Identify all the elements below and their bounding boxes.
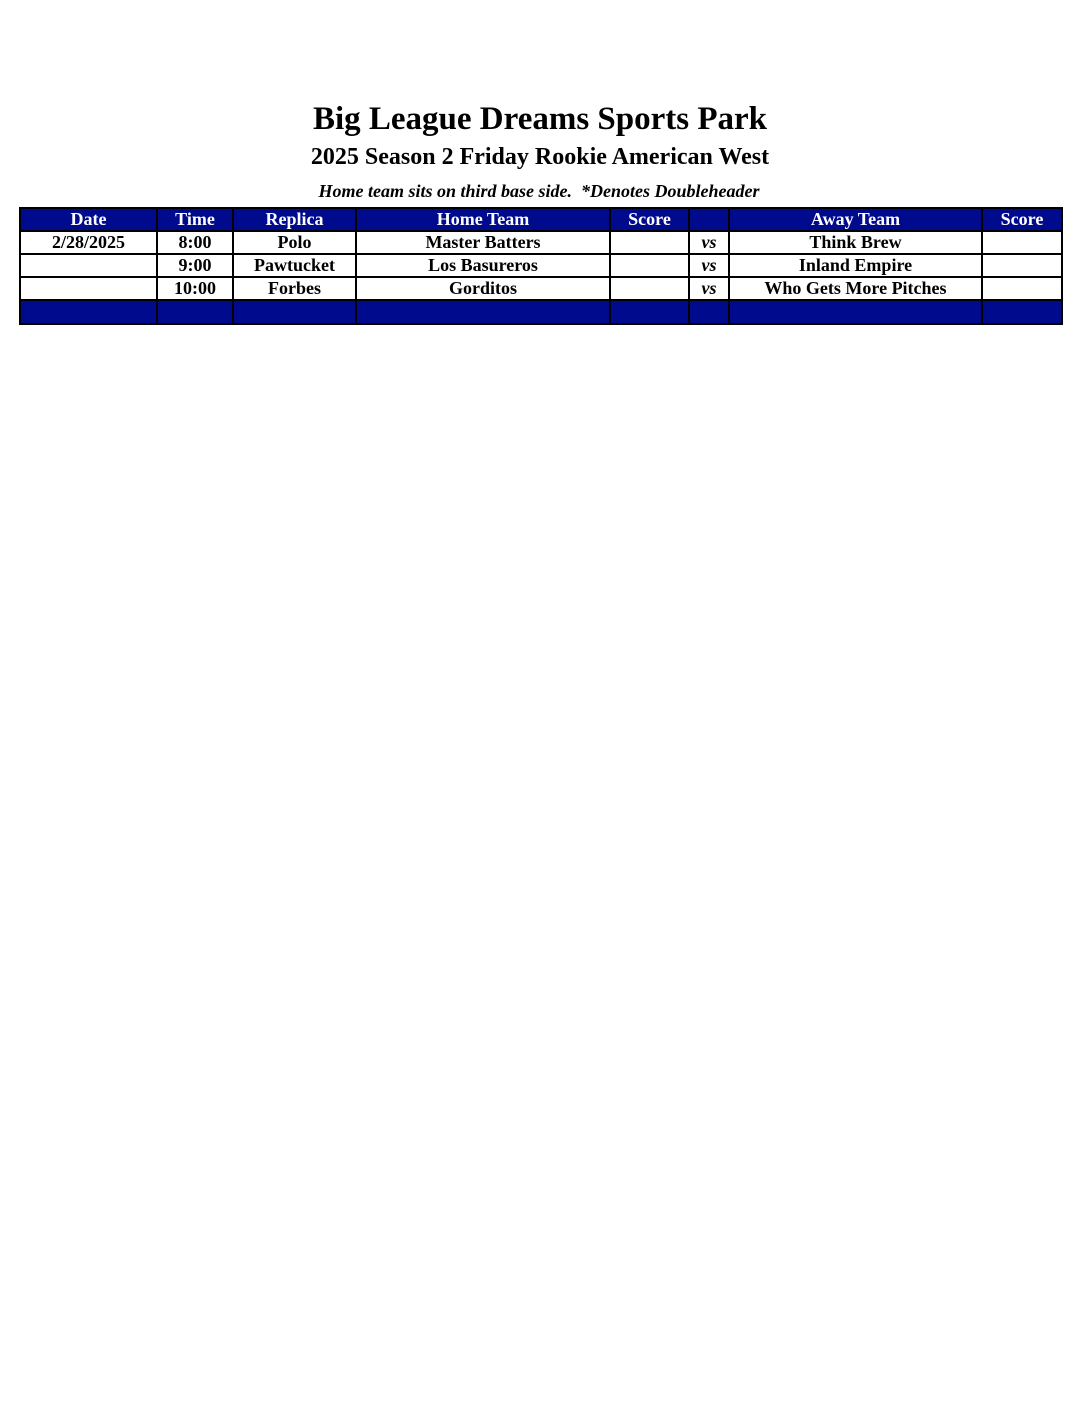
table-header-row: [20, 208, 1062, 231]
footer-cell: [729, 300, 982, 324]
footer-cell: [610, 300, 689, 324]
footer-cell: [356, 300, 610, 324]
page-title: Big League Dreams Sports Park: [312, 101, 768, 137]
column-header-home-team: Home Team: [356, 208, 610, 231]
column-header-away-score: Score: [982, 208, 1062, 231]
footer-cell: [982, 300, 1062, 324]
cell-time: 9:00: [157, 254, 233, 277]
cell-home-score: [610, 277, 689, 300]
column-header-time: Time: [157, 208, 233, 231]
footer-cell: [233, 300, 356, 324]
cell-away-score: [982, 231, 1062, 254]
cell-vs: vs: [689, 231, 729, 254]
cell-vs: vs: [689, 277, 729, 300]
cell-replica: Forbes: [233, 277, 356, 300]
table-footer-row: [20, 300, 1062, 324]
column-header-replica: Replica: [233, 208, 356, 231]
cell-time: 10:00: [157, 277, 233, 300]
cell-home-score: [610, 254, 689, 277]
column-header-vs: [689, 208, 729, 231]
cell-date: [20, 277, 157, 300]
cell-home-team: Master Batters: [356, 231, 610, 254]
cell-time: 8:00: [157, 231, 233, 254]
footer-cell: [157, 300, 233, 324]
cell-home-score: [610, 231, 689, 254]
cell-away-team: Who Gets More Pitches: [729, 277, 982, 300]
cell-away-team: Think Brew: [729, 231, 982, 254]
cell-home-team: Gorditos: [356, 277, 610, 300]
footer-cell: [20, 300, 157, 324]
cell-away-score: [982, 254, 1062, 277]
column-header-home-score: Score: [610, 208, 689, 231]
schedule-note: Home team sits on third base side. *Denotes Doubleheader: [318, 181, 760, 201]
cell-replica: Polo: [233, 231, 356, 254]
cell-away-team: Inland Empire: [729, 254, 982, 277]
page-subtitle: 2025 Season 2 Friday Rookie American West: [310, 144, 770, 170]
cell-date: 2/28/2025: [20, 231, 157, 254]
table-row: [20, 254, 1062, 277]
column-header-away-team: Away Team: [729, 208, 982, 231]
cell-date: [20, 254, 157, 277]
table-row: [20, 277, 1062, 300]
schedule-table: [19, 207, 1063, 325]
cell-vs: vs: [689, 254, 729, 277]
table-row: [20, 231, 1062, 254]
cell-home-team: Los Basureros: [356, 254, 610, 277]
cell-away-score: [982, 277, 1062, 300]
cell-replica: Pawtucket: [233, 254, 356, 277]
column-header-date: Date: [20, 208, 157, 231]
footer-cell: [689, 300, 729, 324]
